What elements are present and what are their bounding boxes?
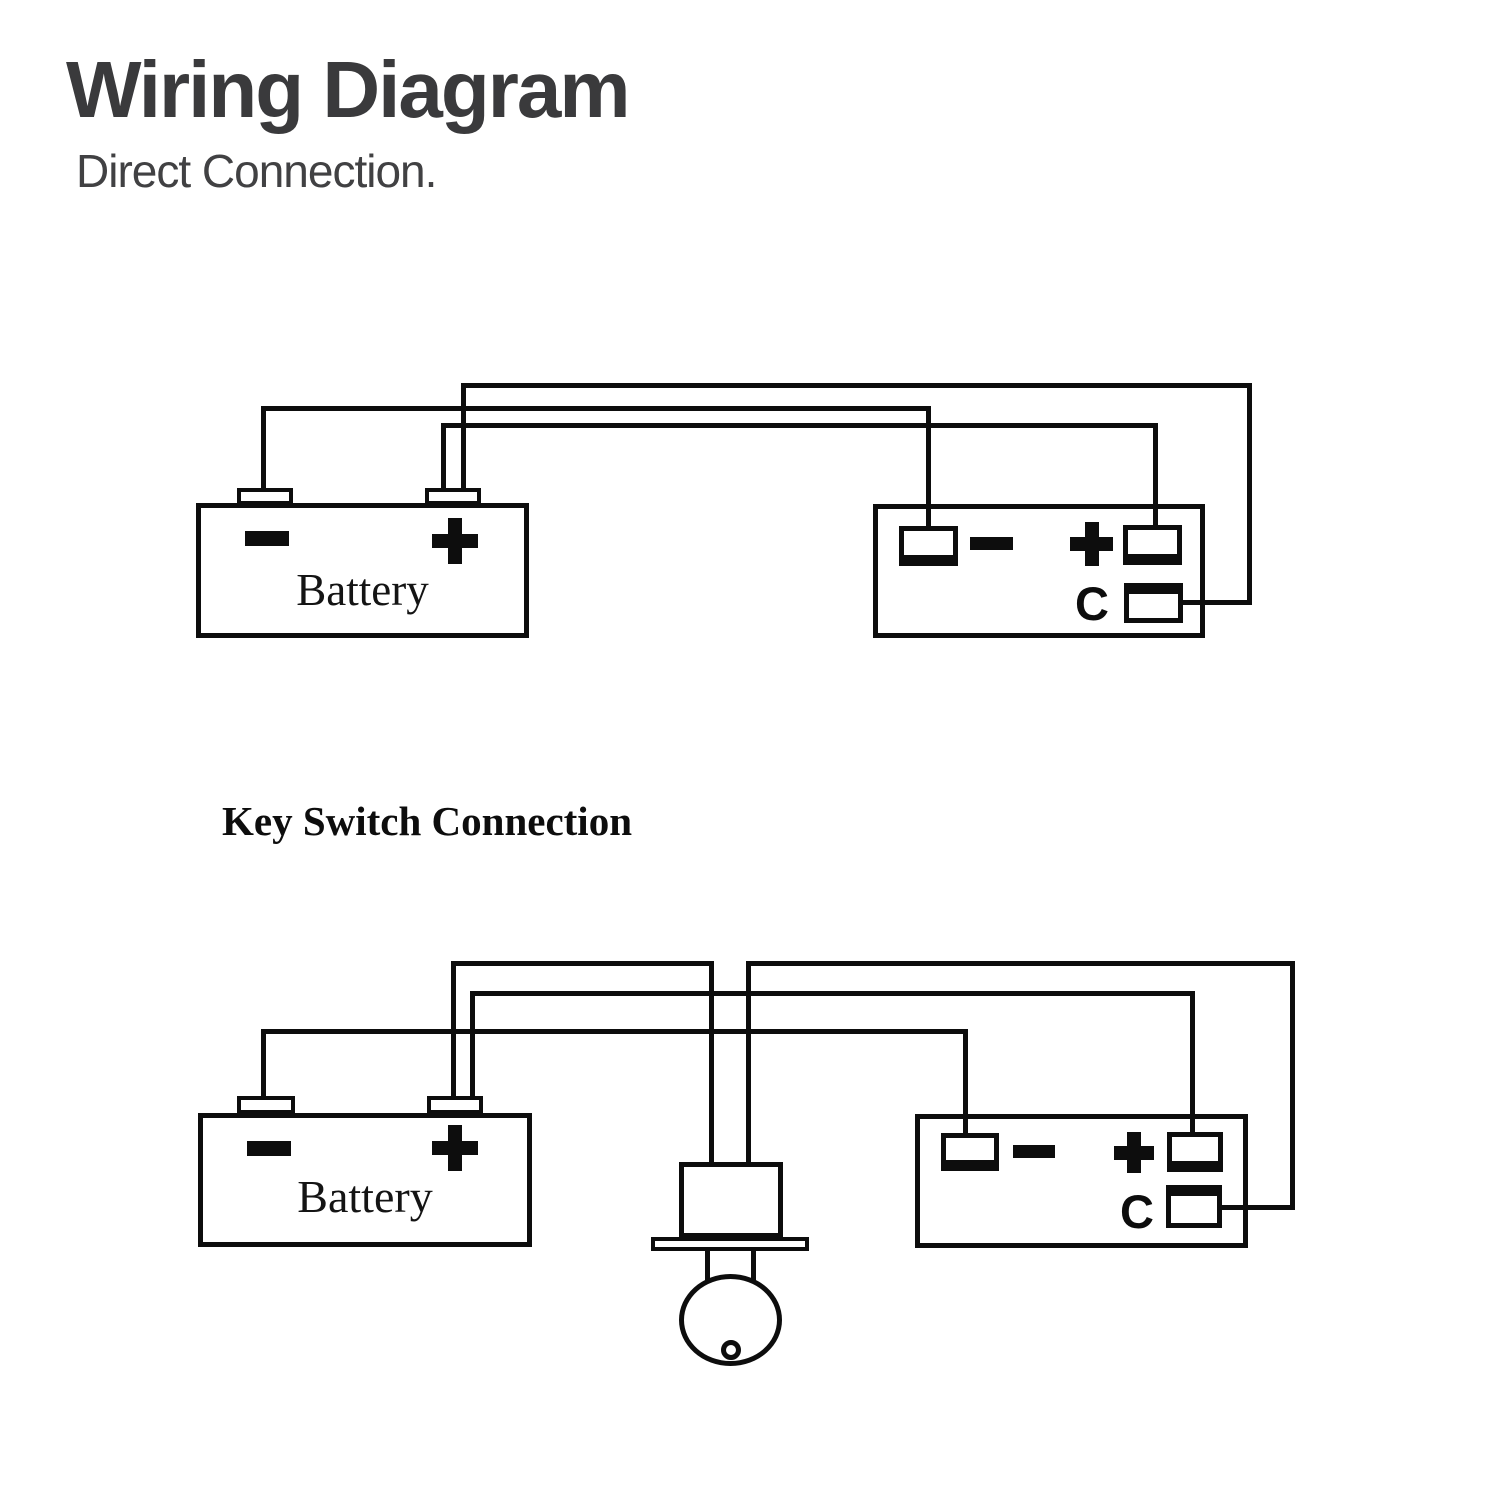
key-neck-left [705, 1250, 710, 1280]
wire-segment [1153, 423, 1158, 527]
controller-positive-terminal [1123, 525, 1182, 565]
wire-segment [261, 1029, 266, 1097]
wire-segment [441, 423, 1158, 428]
controller-c-terminal [1124, 583, 1183, 623]
minus-icon [245, 531, 289, 546]
wire-segment [963, 1029, 968, 1135]
wire-segment [261, 406, 266, 490]
battery-negative-tab [237, 1096, 295, 1114]
wire-segment [441, 423, 446, 490]
plus-vertical-bar [1085, 522, 1099, 566]
wire-segment [1222, 1205, 1295, 1210]
controller-positive-terminal [1167, 1132, 1223, 1172]
key-neck-right [751, 1250, 756, 1280]
wire-segment [261, 406, 931, 411]
wire-segment [470, 991, 1195, 996]
plus-vertical-bar [1127, 1132, 1141, 1173]
key-switch-flange [651, 1237, 809, 1251]
plus-vertical-bar [448, 518, 462, 564]
minus-icon [970, 537, 1013, 550]
wire-segment [709, 961, 714, 1164]
c-terminal-label: C [1120, 1185, 1154, 1238]
c-terminal-label: C [1075, 577, 1109, 630]
plus-icon [1114, 1132, 1154, 1173]
wire-segment [1290, 961, 1295, 1210]
wire-segment [746, 961, 751, 1164]
plus-icon [1070, 522, 1113, 566]
battery-positive-tab [425, 488, 481, 505]
key-switch-heading: Key Switch Connection [222, 798, 632, 844]
key-hole [721, 1340, 741, 1360]
key-switch-body [679, 1162, 783, 1238]
plus-icon [432, 1125, 478, 1171]
plus-vertical-bar [448, 1125, 462, 1171]
wire-segment [261, 1029, 968, 1034]
minus-icon [1013, 1145, 1055, 1158]
wire-segment [451, 961, 456, 1097]
wire-segment [470, 991, 475, 1097]
wire-segment [1247, 383, 1252, 605]
battery-positive-tab [427, 1096, 483, 1114]
wire-segment [1183, 600, 1252, 605]
controller-negative-terminal [941, 1133, 999, 1171]
wire-segment [461, 383, 1252, 388]
wire-segment [1190, 991, 1195, 1134]
minus-icon [247, 1141, 291, 1156]
page-subtitle: Direct Connection. [76, 145, 437, 197]
page-title: Wiring Diagram [66, 45, 629, 134]
battery-label: Battery [296, 565, 429, 615]
wire-segment [461, 383, 466, 490]
wire-segment [451, 961, 714, 966]
wire-segment [746, 961, 1295, 966]
plus-icon [432, 518, 478, 564]
battery-negative-tab [237, 488, 293, 505]
controller-c-terminal [1166, 1185, 1222, 1228]
battery-label: Battery [297, 1171, 433, 1222]
controller-negative-terminal [899, 526, 958, 566]
